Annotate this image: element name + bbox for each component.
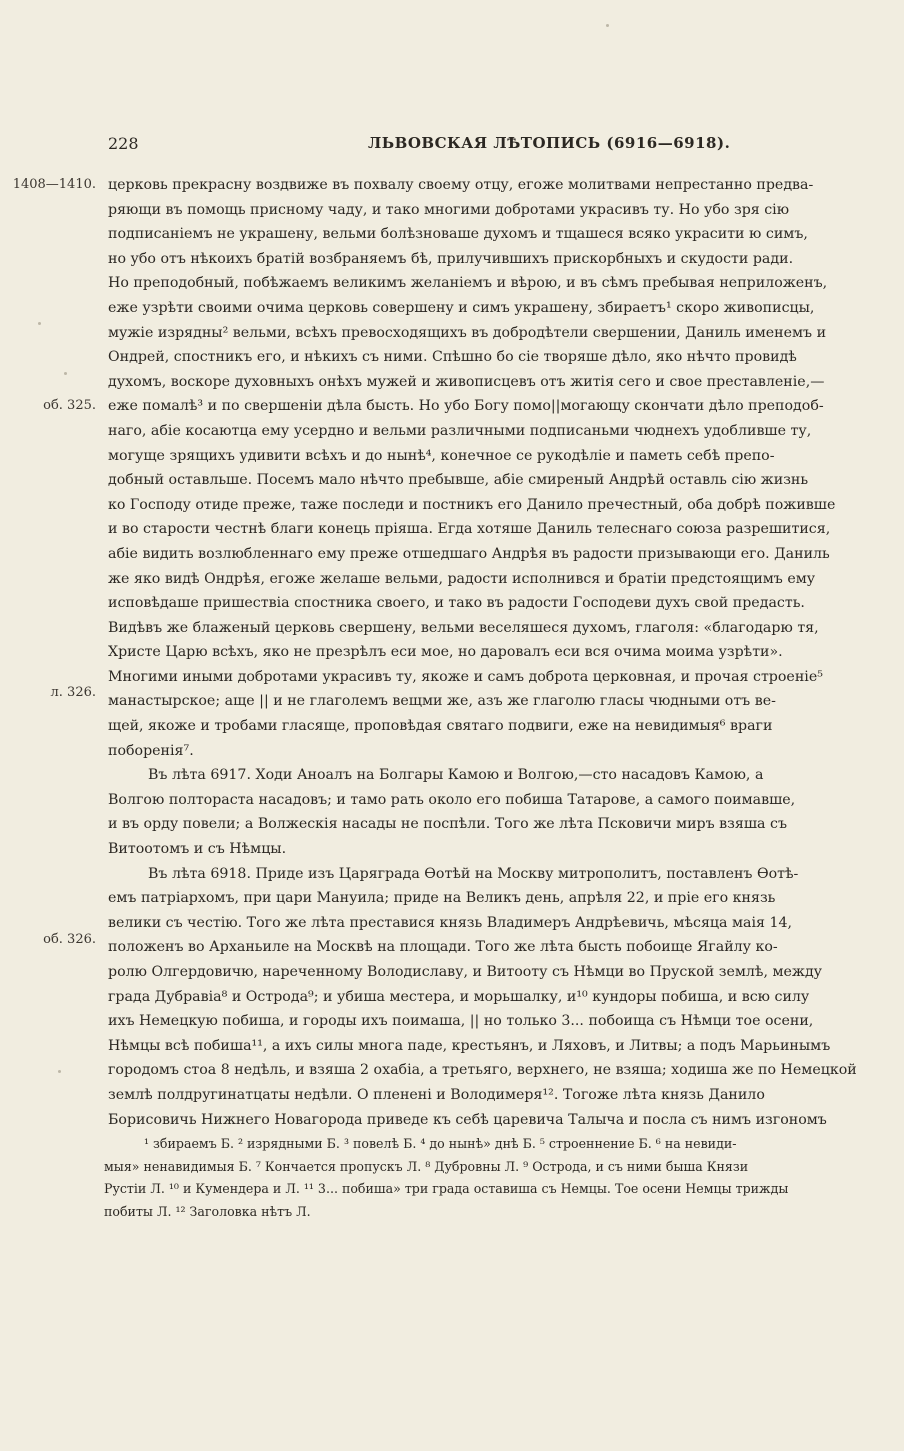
text-line: поборенія⁷. (108, 742, 194, 759)
page-number: 228 (108, 134, 139, 153)
text-line: наго, абіе косаютца ему усердно и вельми различными подписаньми чюднехъ удобливше ту, (108, 422, 812, 439)
paragraph-start-line: Въ лѣта 6917. Ходи Аноалъ на Болгары Камою и Волгою,—сто насадовъ Камою, а (148, 767, 764, 784)
footnote-line: ¹ збираемъ Б. ² изрядными Б. ³ повелѣ Б. ⁴ до нынѣ» днѣ Б. ⁵ строеннение Б. ⁶ на невиди- (144, 1136, 737, 1151)
running-title: ЛЬВОВСКАЯ ЛѢТОПИСЬ (6916—6918). (368, 134, 731, 152)
text-line: и въ орду повели; а Волжескія насады не поспѣли. Того же лѣта Псковичи миръ взяша съ (108, 816, 787, 833)
text-line: и во старости честнѣ благи конець пріяша. Егда хотяше Даниль телеснаго союза разрешитися, (108, 521, 831, 538)
text-line: Борисовичь Нижнего Новагорода приведе къ себѣ царевича Талыча и посла съ нимъ изгономъ (108, 1111, 827, 1128)
footnote-line: мыя» ненавидимыя Б. ⁷ Кончается пропускъ Л. ⁸ Дубровны Л. ⁹ Острода, и съ ними быша Князи (104, 1158, 749, 1174)
paper-speck (64, 372, 67, 375)
paper-speck (38, 322, 41, 325)
margin-note-folio: л. 326. (50, 685, 96, 700)
text-line: манастырское; аще || и не глаголемъ вещми же, азъ же глаголю гласы чюдными отъ ве- (108, 693, 776, 710)
paper-speck (58, 1070, 61, 1073)
text-line: подписаніемъ не украшену, вельми болѣзноваше духомъ и тщашеся всяко украсити ю симъ, (108, 226, 808, 243)
text-line: землѣ полдругинатцаты недѣли. О пленені и Володимеря¹². Тогоже лѣта князь Данило (108, 1086, 765, 1103)
text-line: абіе видить возлюбленнаго ему преже отшедшаго Андрѣя въ радости призывающи его. Даниль (108, 545, 830, 562)
text-line: же яко видѣ Ондрѣя, егоже желаше вельми, радости исполнився и братіи предстоящимъ ему (108, 570, 816, 587)
footnotes (104, 1133, 884, 1223)
text-line: ихъ Немецкую побиша, и городы ихъ поимаша, || но только 3... побоища съ Нѣмци тое осени, (108, 1013, 814, 1030)
text-line: церковь прекрасну воздвиже въ похвалу своему отцу, егоже молитвами непрестанно предва- (108, 177, 814, 193)
text-line: емъ патріархомъ, при цари Мануила; приде на Великъ день, апрѣля 22, и пріе его князь (108, 890, 776, 907)
text-line: ряющи въ помощь присному чаду, и тако многими добротами украсивъ ту. Но убо зря сію (108, 201, 790, 218)
text-line: града Дубравіа⁸ и Острода⁹; и убиша местера, и морьшалку, и¹⁰ кундоры побиша, и всю силу (108, 988, 810, 1005)
paper-speck (606, 24, 609, 27)
text-line: Многими иными добротами украсивъ ту, якоже и самъ доброта церковная, и прочая строеніе⁵ (108, 668, 823, 685)
text-line: Нѣмцы всѣ побиша¹¹, а ихъ силы многа паде, крестьянъ, и Ляховъ, и Литвы; а подъ Марьинымъ (108, 1037, 831, 1054)
footnote-line: побиты Л. ¹² Заголовка нѣтъ Л. (104, 1203, 311, 1219)
text-line: ролю Олгердовичю, нареченному Володиславу, и Витооту съ Нѣмци во Пруской землѣ, между (108, 964, 823, 980)
text-line: Волгою полтораста насадовъ; и тамо рать около его побиша Татарове, а самого поимавше, (108, 791, 796, 808)
paragraph-start-line: Въ лѣта 6918. Приде изъ Царяграда Өотѣй на Москву митрополитъ, поставленъ Өотѣ- (148, 865, 799, 882)
text-line: Видѣвъ же блаженый церковь свершену, вельми веселяшеся духомъ, глаголя: «благодарю тя, (108, 619, 819, 636)
margin-note-folio: об. 325. (43, 398, 96, 413)
text-line: духомъ, воскоре духовныхъ онѣхъ мужей и живописцевъ отъ житія сего и свое преставленіе,— (108, 373, 825, 390)
margin-note-folio: об. 326. (43, 932, 96, 947)
footnote-line: Рустіи Л. ¹⁰ и Кумендера и Л. ¹¹ 3... побиша» три града оставиша съ Немцы. Тое осени Немцы трижды (104, 1181, 789, 1196)
text-line: еже узрѣти своими очима церковь совершену и симъ украшену, збираетъ¹ скоро живописцы, (108, 299, 815, 316)
text-line: еже помалѣ³ и по свершеніи дѣла бысть. Но убо Богу помо||могающу скончати дѣло преподоб- (108, 398, 824, 415)
text-line: Ондрей, спостникъ его, и нѣкихъ съ ними. Спѣшно бо сіе творяше дѣло, яко нѣчто провидѣ (108, 349, 797, 366)
text-line: добный оставльше. Посемъ мало нѣчто пребывше, абіе смиреный Андрѣй оставль сію жизнь (108, 472, 809, 489)
text-line: исповѣдаше пришествіа спостника своего, и тако въ радости Господеви духъ свой предасть. (108, 595, 805, 612)
text-line: велики съ честію. Того же лѣта преставися князь Владимеръ Андрѣевичь, мѣсяца маія 14, (108, 914, 793, 931)
text-line: Христе Царю всѣхъ, яко не презрѣлъ еси мое, но даровалъ еси вся очима моима узрѣти». (108, 644, 783, 661)
text-line: но убо отъ нѣкоихъ братій возбраняемъ бѣ, прилучившихъ прискорбныхъ и скудости ради. (108, 250, 794, 267)
text-line: городомъ стоа 8 недѣль, и взяша 2 охабіа, а третьяго, верхнего, не взяша; ходиша же по Немецкой (108, 1062, 857, 1079)
text-line: Витоотомъ и съ Нѣмцы. (108, 841, 287, 858)
text-line: могуще зрящихъ удивити всѣхъ и до нынѣ⁴, конечное се рукодѣліе и паметь себѣ препо- (108, 447, 775, 464)
text-line: ко Господу отиде преже, таже последи и постникъ его Данило пречестный, оба добрѣ поживше (108, 496, 836, 513)
text-line: щей, якоже и тробами гласяще, проповѣдая святаго подвиги, еже на невидимыя⁶ враги (108, 718, 773, 735)
margin-note-date: 1408—1410. (12, 177, 96, 192)
chronicle-text (108, 173, 880, 1132)
page-header (108, 134, 898, 158)
text-line: Но преподобный, побѣжаемъ великимъ желаніемъ и вѣрою, и въ сѣмъ пребывая неприложенъ, (108, 275, 828, 292)
text-line: мужіе изрядны² вельми, всѣхъ превосходящихъ въ добродѣтели свершении, Даниль именемъ и (108, 324, 827, 341)
text-line: положенъ во Арханьиле на Москвѣ на площади. Того же лѣта бысть побоище Ягайлу ко- (108, 939, 778, 956)
